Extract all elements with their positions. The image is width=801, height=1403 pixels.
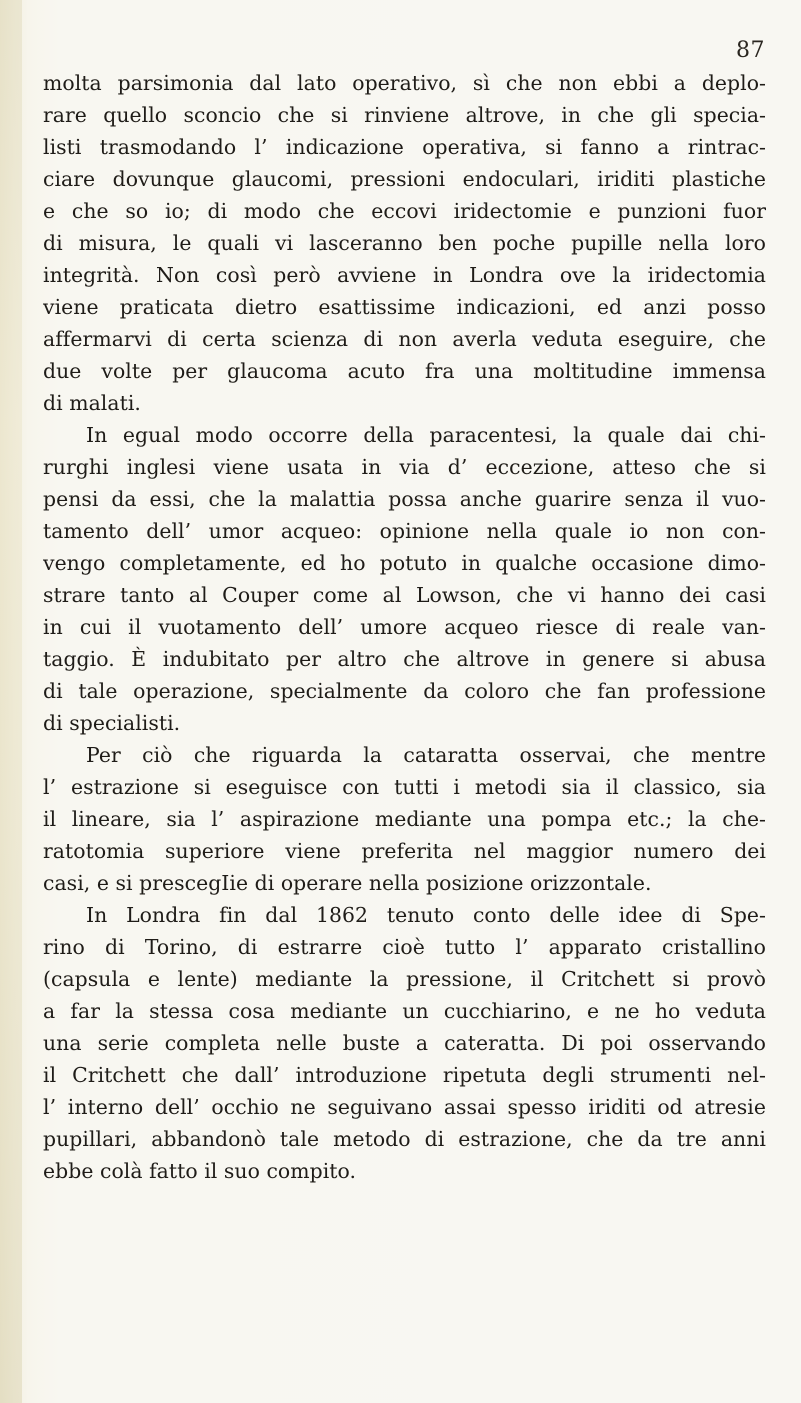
text-line: molta parsimonia dal lato operativo, sì che non ebbi a deplo- — [43, 71, 766, 95]
text-line: il Critchett che dall’ introduzione ripetuta degli strumenti nel- — [43, 1063, 766, 1087]
paragraph — [43, 419, 766, 739]
text-line: In Londra fin dal 1862 tenuto conto delle idee di Spe- — [86, 903, 766, 927]
paragraph — [43, 899, 766, 1187]
text-line: strare tanto al Couper come al Lowson, che vi hanno dei casi — [43, 583, 766, 607]
text-line: pensi da essi, che la malattia possa anche guarire senza il vuo- — [43, 487, 766, 511]
text-line: ciare dovunque glaucomi, pressioni endoculari, iriditi plastiche — [43, 167, 766, 191]
paragraph — [43, 67, 766, 419]
text-line: di specialisti. — [43, 711, 181, 735]
text-line: taggio. È indubitato per altro che altrove in genere si abusa — [43, 647, 766, 671]
text-line: una serie completa nelle buste a cateratta. Di poi osservando — [43, 1031, 766, 1055]
text-line: casi, e si prescegIie di operare nella posizione orizzontale. — [43, 871, 652, 895]
text-line: integrità. Non così però avviene in Londra ove la iridectomia — [43, 263, 766, 287]
text-line: di misura, le quali vi lasceranno ben poche pupille nella loro — [43, 231, 766, 255]
page-number: 87 — [736, 38, 765, 63]
text-line: in cui il vuotamento dell’ umore acqueo riesce di reale van- — [43, 615, 766, 639]
text-line: di tale operazione, specialmente da coloro che fan professione — [43, 679, 766, 703]
text-line: listi trasmodando l’ indicazione operativa, si fanno a rintrac- — [43, 135, 766, 159]
text-line: a far la stessa cosa mediante un cucchiarino, e ne ho veduta — [43, 999, 766, 1023]
text-line: tamento dell’ umor acqueo: opinione nella quale io non con- — [43, 519, 766, 543]
text-line: ebbe colà fatto il suo compito. — [43, 1159, 357, 1183]
text-line: affermarvi di certa scienza di non averla veduta eseguire, che — [43, 327, 766, 351]
text-line: rurghi inglesi viene usata in via d’ eccezione, atteso che si — [43, 455, 766, 479]
page-edge-shading — [0, 0, 22, 1403]
text-line: rare quello sconcio che si rinviene altrove, in che gli specia- — [43, 103, 766, 127]
text-line: vengo completamente, ed ho potuto in qualche occasione dimo- — [43, 551, 766, 575]
paragraph — [43, 739, 766, 899]
text-line: Per ciò che riguarda la cataratta osservai, che mentre — [86, 743, 766, 767]
text-line: ratotomia superiore viene preferita nel maggior numero dei — [43, 839, 766, 863]
text-line: di malati. — [43, 391, 141, 415]
text-line: viene praticata dietro esattissime indicazioni, ed anzi posso — [43, 295, 766, 319]
body-text — [43, 67, 766, 1187]
text-line: pupillari, abbandonò tale metodo di estrazione, che da tre anni — [43, 1127, 766, 1151]
text-line: l’ estrazione si eseguisce con tutti i metodi sia il classico, sia — [43, 775, 766, 799]
text-line: (capsula e lente) mediante la pressione, il Critchett si provò — [43, 967, 766, 991]
text-line: l’ interno dell’ occhio ne seguivano assai spesso iriditi od atresie — [43, 1095, 766, 1119]
text-line: due volte per glaucoma acuto fra una moltitudine immensa — [43, 359, 766, 383]
text-line: il lineare, sia l’ aspirazione mediante una pompa etc.; la che- — [43, 807, 766, 831]
text-line: rino di Torino, di estrarre cioè tutto l’ apparato cristallino — [43, 935, 766, 959]
text-line: In egual modo occorre della paracentesi, la quale dai chi- — [86, 423, 766, 447]
text-line: e che so io; di modo che eccovi iridectomie e punzioni fuor — [43, 199, 766, 223]
